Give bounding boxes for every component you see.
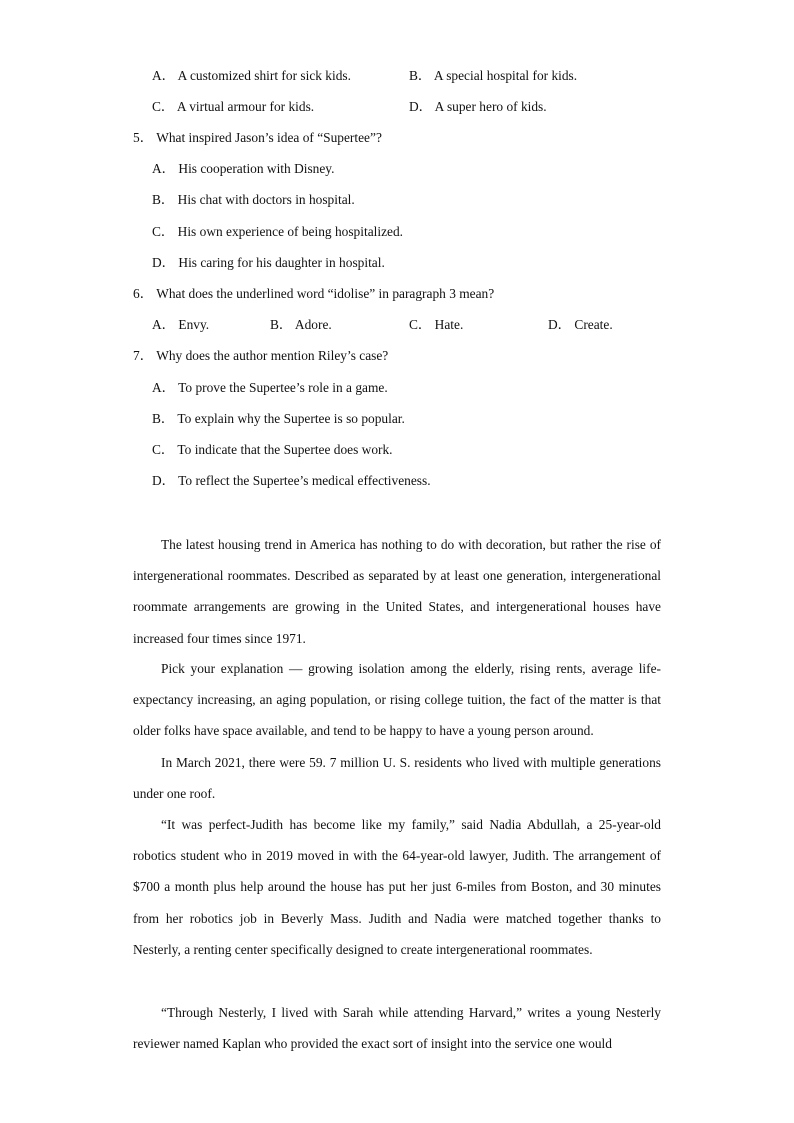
q6-option-d: D． Create. <box>548 317 613 332</box>
q4-option-c: C． A virtual armour for kids. <box>152 99 315 114</box>
q7-option-a: A． To prove the Supertee’s role in a game. <box>152 380 388 395</box>
q7-option-d: D． To reflect the Supertee’s medical effectiveness. <box>152 473 431 488</box>
q6-option-b: B． Adore. <box>270 317 332 332</box>
q5-option-a: A． His cooperation with Disney. <box>152 161 335 176</box>
q6-stem: 6． What does the underlined word “idolise” in paragraph 3 mean? <box>133 286 495 301</box>
q7-option-c: C． To indicate that the Supertee does work. <box>152 442 393 457</box>
passage-paragraph-1: The latest housing trend in America has nothing to do with decoration, but rather the rise of intergenerational roommates. Described as separated by at least one generation, intergenerational roommate arrangements are growing in the United States, and intergenerational houses have increased four times since 1971. <box>133 537 661 646</box>
q6-option-c: C． Hate. <box>409 317 464 332</box>
q5-option-d: D． His caring for his daughter in hospital. <box>152 255 385 270</box>
passage-paragraph-3: In March 2021, there were 59. 7 million U. S. residents who lived with multiple generations under one roof. <box>133 755 661 802</box>
passage-paragraph-5: “Through Nesterly, I lived with Sarah while attending Harvard,” writes a young Nesterly reviewer named Kaplan who provided the exact sort of insight into the service one would <box>133 1005 661 1052</box>
passage-paragraph-4: “It was perfect-Judith has become like my family,” said Nadia Abdullah, a 25-year-old robotics student who in 2019 moved in with the 64-year-old lawyer, Judith. The arrangement of $700 a month plus help around the house has put her just 6-miles from Boston, and 30 minutes from her robotics job in Beverly Mass. Judith and Nadia were matched together thanks to Nesterly, a renting center specifically designed to create intergenerational roommates. <box>133 817 661 957</box>
q4-option-b: B． A special hospital for kids. <box>409 68 578 83</box>
q7-option-b: B． To explain why the Supertee is so popular. <box>152 411 405 426</box>
q5-stem: 5． What inspired Jason’s idea of “Supertee”? <box>133 130 382 145</box>
q7-stem: 7． Why does the author mention Riley’s case? <box>133 348 389 363</box>
passage-paragraph-2: Pick your explanation — growing isolation among the elderly, rising rents, average life-expectancy increasing, an aging population, or rising college tuition, the fact of the matter is that older folks have space available, and tend to be happy to have a young person around. <box>133 661 661 739</box>
q6-option-a: A． Envy. <box>152 317 210 332</box>
q4-option-a: A． A customized shirt for sick kids. <box>152 68 351 83</box>
q5-option-b: B． His chat with doctors in hospital. <box>152 192 355 207</box>
q4-option-d: D． A super hero of kids. <box>409 99 547 114</box>
q5-option-c: C． His own experience of being hospitalized. <box>152 224 404 239</box>
